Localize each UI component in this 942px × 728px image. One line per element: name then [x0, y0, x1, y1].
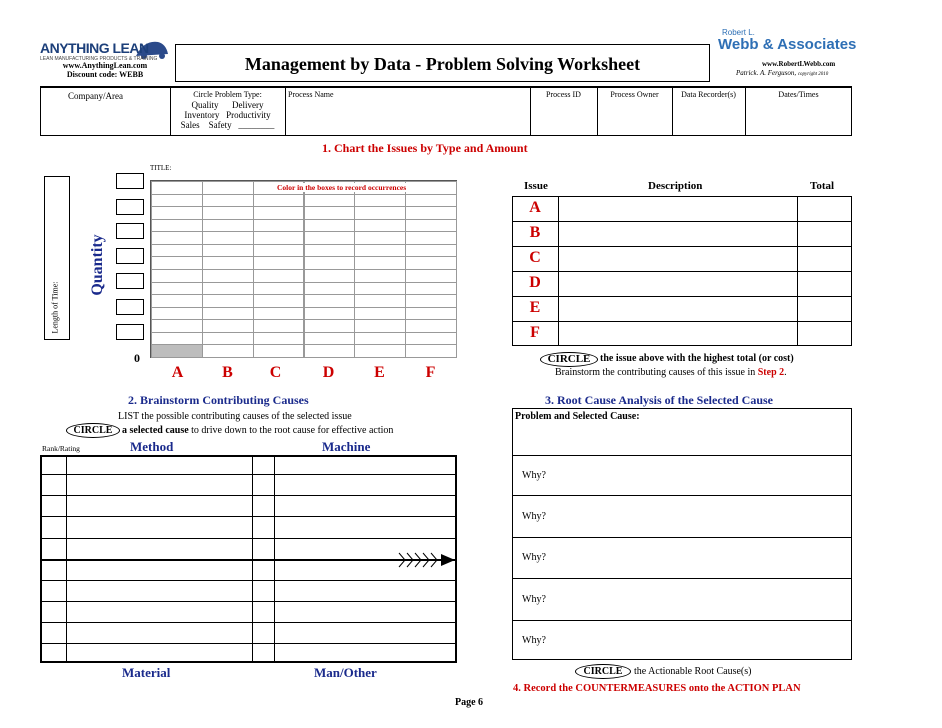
cause-row-line: [40, 622, 457, 623]
tally-cell[interactable]: [354, 219, 406, 233]
why-row-line: [512, 578, 852, 579]
y-value-box[interactable]: [116, 173, 144, 189]
chart-title-label[interactable]: TITLE:: [150, 164, 172, 172]
section2-heading: 2. Brainstorm Contributing Causes: [128, 393, 309, 407]
tally-cell[interactable]: [354, 294, 406, 308]
tally-cell[interactable]: [354, 244, 406, 258]
color-note: Color in the boxes to record occurrences: [277, 183, 407, 192]
category-label-f: F: [425, 364, 436, 381]
y-zero-label: 0: [134, 351, 140, 365]
y-value-box[interactable]: [116, 299, 144, 315]
website-left[interactable]: www.AnythingLean.com: [62, 61, 148, 70]
tally-cell[interactable]: [253, 231, 305, 245]
tally-cell[interactable]: [151, 294, 203, 308]
tally-cell[interactable]: [202, 194, 254, 208]
description-header: Description: [648, 180, 703, 192]
tally-cell[interactable]: [304, 231, 356, 245]
cause-row-line: [40, 474, 457, 475]
section3-heading: 3. Root Cause Analysis of the Selected Cause: [545, 393, 773, 407]
issue-letter-a[interactable]: A: [529, 199, 541, 216]
tally-cell[interactable]: [202, 256, 254, 270]
tally-cell[interactable]: [202, 282, 254, 296]
circle-issue-note: the issue above with the highest total (or cost): [600, 353, 794, 364]
tally-cell[interactable]: [151, 282, 203, 296]
tally-cell[interactable]: [304, 244, 356, 258]
tally-cell[interactable]: [304, 219, 356, 233]
circle-oval-root: CIRCLE: [575, 664, 631, 679]
issue-letter-b[interactable]: B: [529, 224, 541, 241]
tally-cell[interactable]: [354, 344, 406, 358]
tally-cell[interactable]: [405, 344, 457, 358]
root-cause-box: [512, 408, 852, 660]
issue-letter-e[interactable]: E: [529, 299, 541, 316]
y-value-box[interactable]: [116, 273, 144, 289]
selected-cause: a selected cause: [122, 425, 189, 436]
y-value-box[interactable]: [116, 223, 144, 239]
tally-cell[interactable]: [253, 269, 305, 283]
tally-cell[interactable]: [253, 307, 305, 321]
cause-row-line: [40, 643, 457, 644]
y-value-box[interactable]: [116, 324, 144, 340]
company-area-label[interactable]: Company/Area: [68, 91, 123, 101]
logo-left-name: ANYTHING LEAN: [40, 40, 149, 56]
tally-cell[interactable]: [253, 219, 305, 233]
why-label-5[interactable]: Why?: [522, 635, 546, 646]
webb-logo: [712, 28, 857, 62]
cause-row-line: [40, 516, 457, 517]
tally-cell[interactable]: [304, 294, 356, 308]
discount-code: Discount code: WEBB: [66, 70, 144, 79]
category-label-b: B: [222, 364, 233, 381]
tally-cell[interactable]: [354, 332, 406, 346]
why-label-1[interactable]: Why?: [522, 470, 546, 481]
brainstorm-text: Brainstorm the contributing causes of this issue in: [555, 367, 756, 378]
machine-label: Machine: [322, 439, 371, 454]
category-label-d: D: [322, 364, 335, 381]
y-value-box[interactable]: [116, 248, 144, 264]
tally-cell[interactable]: [354, 307, 406, 321]
tally-cell[interactable]: [253, 332, 305, 346]
problem-types-1[interactable]: Quality Delivery: [191, 100, 264, 110]
tally-cell[interactable]: [405, 194, 457, 208]
tally-cell[interactable]: [354, 231, 406, 245]
tally-cell[interactable]: [405, 256, 457, 270]
section4-heading: 4. Record the COUNTERMEASURES onto the ACTION PLAN: [513, 683, 801, 694]
process-owner-label[interactable]: Process Owner: [610, 90, 659, 99]
tally-cell[interactable]: [151, 219, 203, 233]
tally-cell[interactable]: [405, 181, 457, 195]
copyright: copyright 2010: [797, 72, 829, 77]
problem-cause-label[interactable]: Problem and Selected Cause:: [515, 411, 640, 422]
issue-row-line: [512, 321, 852, 322]
tally-cell[interactable]: [304, 256, 356, 270]
logo-right-top: Robert L.: [722, 28, 755, 37]
tally-cell[interactable]: [151, 319, 203, 333]
section1-heading: 1. Chart the Issues by Type and Amount: [322, 141, 528, 155]
tally-cell[interactable]: [354, 282, 406, 296]
tally-cell[interactable]: [253, 282, 305, 296]
tally-cell[interactable]: [354, 319, 406, 333]
tally-cell[interactable]: [151, 181, 203, 195]
tally-cell[interactable]: [202, 206, 254, 220]
circle-oval-issue: CIRCLE: [540, 352, 598, 367]
tally-cell[interactable]: [151, 332, 203, 346]
circle-oval-cause: CIRCLE: [66, 423, 120, 438]
issue-row-line: [512, 246, 852, 247]
dates-times-label[interactable]: Dates/Times: [778, 90, 819, 99]
tally-cell[interactable]: [405, 282, 457, 296]
tally-cell[interactable]: [151, 231, 203, 245]
brainstorm-note: [555, 367, 787, 378]
issue-letter-f[interactable]: F: [530, 324, 540, 341]
issue-row-line: [512, 296, 852, 297]
rank-rating-label: Rank/Rating: [42, 444, 80, 453]
author-line: [736, 69, 828, 77]
tally-cell[interactable]: [151, 307, 203, 321]
actionable-note: the Actionable Root Cause(s): [634, 666, 752, 677]
tally-cell[interactable]: [151, 256, 203, 270]
tally-cell[interactable]: [151, 269, 203, 283]
tally-cell[interactable]: [304, 269, 356, 283]
tally-cell[interactable]: [405, 332, 457, 346]
problem-types-2[interactable]: Inventory Productivity: [184, 110, 271, 120]
tally-cell[interactable]: [405, 319, 457, 333]
method-label: Method: [130, 439, 174, 454]
tally-cell[interactable]: [253, 194, 305, 208]
tally-cell[interactable]: [202, 294, 254, 308]
tally-cell[interactable]: [202, 319, 254, 333]
drive-note: to drive down to the root cause for effective action: [191, 425, 394, 436]
cause-row-line: [40, 580, 457, 581]
quantity-label: Quantity: [89, 234, 106, 296]
tally-cell[interactable]: [253, 344, 305, 358]
tally-cell[interactable]: [405, 307, 457, 321]
why-row-line: [512, 620, 852, 621]
y-value-box[interactable]: [116, 199, 144, 215]
length-of-time-label: Length of Time:: [50, 281, 60, 334]
issue-header: Issue: [524, 180, 548, 192]
tally-cell[interactable]: [253, 244, 305, 258]
data-recorder-label[interactable]: Data Recorder(s): [681, 90, 736, 99]
issue-letter-c[interactable]: C: [529, 249, 541, 266]
why-row-line: [512, 495, 852, 496]
tally-cell[interactable]: [354, 206, 406, 220]
circle-type-label: Circle Problem Type:: [193, 90, 262, 99]
cause-row-line: [40, 538, 457, 539]
logo-left-tag: LEAN MANUFACTURING PRODUCTS & TRAINING: [40, 56, 158, 62]
tally-cell[interactable]: [405, 206, 457, 220]
tally-cell[interactable]: [304, 282, 356, 296]
category-label-c: C: [269, 364, 282, 381]
category-label-e: E: [374, 364, 385, 381]
tally-cell[interactable]: [253, 319, 305, 333]
tally-cell[interactable]: [253, 256, 305, 270]
tally-cell[interactable]: [202, 269, 254, 283]
tally-cell[interactable]: [405, 244, 457, 258]
tally-cell[interactable]: [151, 206, 203, 220]
tally-grid: [150, 180, 457, 358]
man-other-label: Man/Other: [314, 665, 377, 680]
info-divider-2: [285, 87, 286, 135]
why-row-line: [512, 455, 852, 456]
why-row-line: [512, 537, 852, 538]
tally-cell[interactable]: [202, 219, 254, 233]
tally-cell[interactable]: [151, 244, 203, 258]
website-right[interactable]: www.RobertLWebb.com: [762, 60, 836, 68]
tally-cell[interactable]: [202, 231, 254, 245]
tally-cell[interactable]: [304, 332, 356, 346]
process-name-label[interactable]: Process Name: [288, 90, 334, 99]
tally-cell[interactable]: [151, 344, 203, 358]
why-label-4[interactable]: Why?: [522, 594, 546, 605]
logo-right-name: Webb & Associates: [718, 36, 857, 53]
cause-row-line: [40, 495, 457, 496]
issue-letter-d[interactable]: D: [529, 274, 541, 291]
tally-cell[interactable]: [202, 344, 254, 358]
why-label-2[interactable]: Why?: [522, 511, 546, 522]
tally-cell[interactable]: [304, 344, 356, 358]
process-id-label[interactable]: Process ID: [546, 90, 581, 99]
tally-cell[interactable]: [253, 206, 305, 220]
issue-row-line: [512, 221, 852, 222]
tally-cell[interactable]: [202, 332, 254, 346]
step2-ref: Step 2: [757, 367, 785, 378]
cause-row-line: [40, 601, 457, 602]
page-title: Management by Data - Problem Solving Worksheet: [244, 54, 641, 74]
tally-cell[interactable]: [151, 194, 203, 208]
author: Patrick. A. Ferguson,: [736, 69, 797, 77]
brainstorm-period: .: [784, 367, 787, 378]
tally-cell[interactable]: [253, 294, 305, 308]
tally-cell[interactable]: [304, 206, 356, 220]
cause-note: [122, 425, 393, 436]
tally-cell[interactable]: [202, 307, 254, 321]
list-note: LIST the possible contributing causes of the selected issue: [118, 411, 352, 422]
problem-types-3[interactable]: Sales Safety ________: [180, 120, 275, 130]
tally-cell[interactable]: [354, 194, 406, 208]
fishbone-arrow-icon: [395, 550, 457, 570]
tally-cell[interactable]: [354, 256, 406, 270]
tally-cell[interactable]: [304, 307, 356, 321]
why-label-3[interactable]: Why?: [522, 552, 546, 563]
material-label: Material: [122, 665, 171, 680]
category-label-a: A: [171, 364, 184, 381]
tally-cell[interactable]: [304, 194, 356, 208]
tally-cell[interactable]: [202, 244, 254, 258]
issue-row-line: [512, 271, 852, 272]
tally-cell[interactable]: [202, 181, 254, 195]
tally-cell[interactable]: [405, 219, 457, 233]
total-header: Total: [810, 180, 835, 192]
tally-cell[interactable]: [405, 269, 457, 283]
tally-cell[interactable]: [304, 319, 356, 333]
tally-cell[interactable]: [354, 269, 406, 283]
tally-cell[interactable]: [405, 294, 457, 308]
tally-cell[interactable]: [405, 231, 457, 245]
page-number: Page 6: [455, 697, 484, 708]
